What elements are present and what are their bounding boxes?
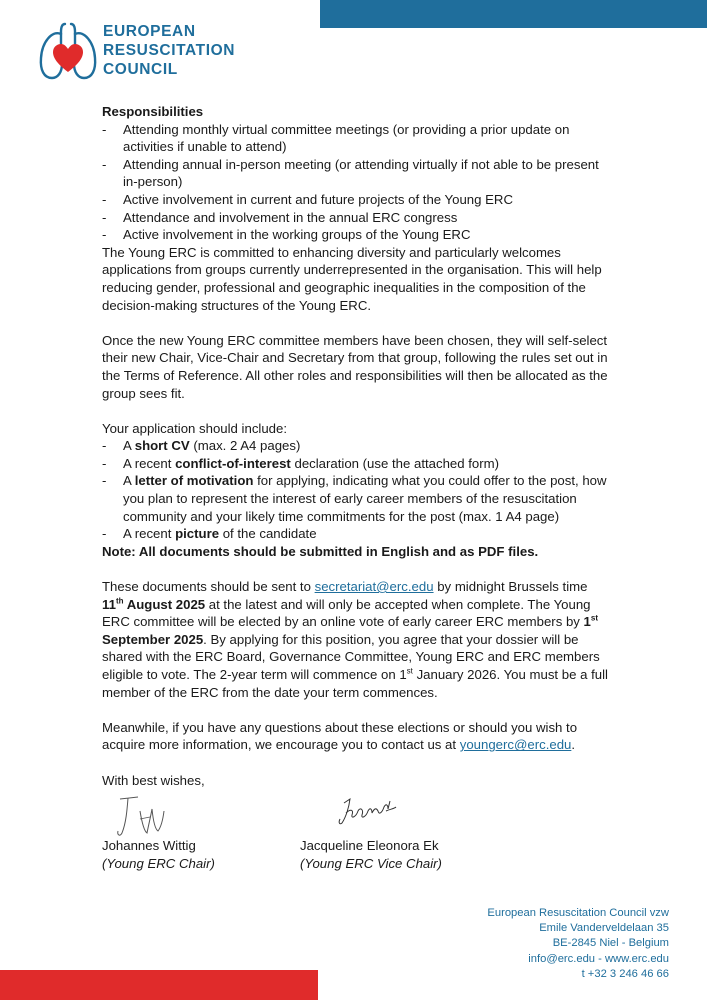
address-footer bbox=[487, 906, 669, 982]
logo-line-2: RESUSCITATION bbox=[103, 42, 236, 59]
roles-paragraph: Once the new Young ERC committee members have been chosen, they will self-select their new Chair, Vice-Chair and Secretary from that group, following the rules set out in the Terms of Reference. All other roles and responsibilities will then be allocated as the group sees fit. bbox=[102, 332, 608, 401]
list-item: - Active involvement in the working groups of the Young ERC bbox=[102, 226, 612, 244]
bottom-accent-bar bbox=[0, 970, 318, 1000]
responsibilities-list bbox=[102, 121, 612, 244]
top-accent-bar bbox=[320, 0, 707, 28]
pdf-note: Note: All documents should be submitted in English and as PDF files. bbox=[102, 543, 539, 559]
list-item: - A recent conflict-of-interest declaration (use the attached form) bbox=[102, 455, 612, 473]
logo-wordmark bbox=[103, 22, 235, 79]
footer-org: European Resuscitation Council vzw bbox=[487, 907, 669, 919]
logo-line-3: COUNCIL bbox=[103, 61, 178, 78]
secretariat-email-link[interactable]: secretariat@erc.edu bbox=[314, 579, 434, 595]
contact-paragraph: Meanwhile, if you have any questions about these elections or should you wish to acquire more information, we encourage you to contact us at youngerc@erc.edu. bbox=[102, 719, 578, 753]
signer-role: (Young ERC Chair) bbox=[102, 856, 215, 872]
signature-wittig bbox=[114, 793, 174, 839]
footer-phone: t +32 3 246 46 66 bbox=[581, 967, 669, 980]
diversity-paragraph: The Young ERC is committed to enhancing diversity and particularly welcomes applications from groups currently underrepresented in the organisation. This will help reducing gender, professional and geographic inequalities in the composition of the decision-making structures of the Young ERC. bbox=[102, 244, 602, 313]
erc-logo bbox=[38, 20, 238, 82]
submission-paragraph: These documents should be sent to secretariat@erc.edu by midnight Brussels time 11th August 2025 at the latest and will only be accepted when complete. The Young ERC committee will be elected by an online vote of early career ERC members by 1st September 2025. By applying for this position, you agree that your dossier will be shared with the ERC Board, Governance Committee, Young ERC and ERC members eligible to vote. The 2-year term will commence on 1st January 2026. You must be a full member of the ERC from the date your term commences. bbox=[102, 579, 608, 700]
list-item: - Attending monthly virtual committee meetings (or providing a prior update on activities if unable to attend) bbox=[102, 121, 612, 156]
application-list bbox=[102, 437, 612, 543]
lungs-heart-icon bbox=[38, 20, 98, 82]
signer-name: Johannes Wittig bbox=[102, 838, 196, 854]
signature-ek bbox=[334, 795, 400, 829]
letter-body bbox=[102, 103, 612, 883]
list-item: - A short CV (max. 2 A4 pages) bbox=[102, 437, 612, 455]
signature-block bbox=[102, 793, 612, 883]
logo-line-1: EUROPEAN bbox=[103, 23, 196, 40]
list-item: - A letter of motivation for applying, indicating what you could offer to the post, how you plan to represent the interest of early career members of the resuscitation community and your likely time commitments for the post (max. 1 A4 page) bbox=[102, 472, 612, 525]
list-item: - Attendance and involvement in the annual ERC congress bbox=[102, 209, 612, 227]
youngerc-email-link[interactable]: youngerc@erc.edu bbox=[459, 737, 572, 753]
footer-city: BE-2845 Niel - Belgium bbox=[552, 937, 669, 950]
signer-name: Jacqueline Eleonora Ek bbox=[300, 838, 439, 854]
list-item: - A recent picture of the candidate bbox=[102, 525, 612, 543]
closing-greeting: With best wishes, bbox=[102, 772, 205, 788]
list-item: - Attending annual in-person meeting (or attending virtually if not able to be present in-person) bbox=[102, 156, 612, 191]
footer-street: Emile Vanderveldelaan 35 bbox=[539, 922, 669, 935]
responsibilities-heading: Responsibilities bbox=[102, 104, 204, 119]
list-item: - Active involvement in current and future projects of the Young ERC bbox=[102, 191, 612, 209]
footer-web: info@erc.edu - www.erc.edu bbox=[528, 952, 669, 965]
signer-role: (Young ERC Vice Chair) bbox=[300, 856, 442, 872]
application-intro: Your application should include: bbox=[102, 420, 288, 436]
